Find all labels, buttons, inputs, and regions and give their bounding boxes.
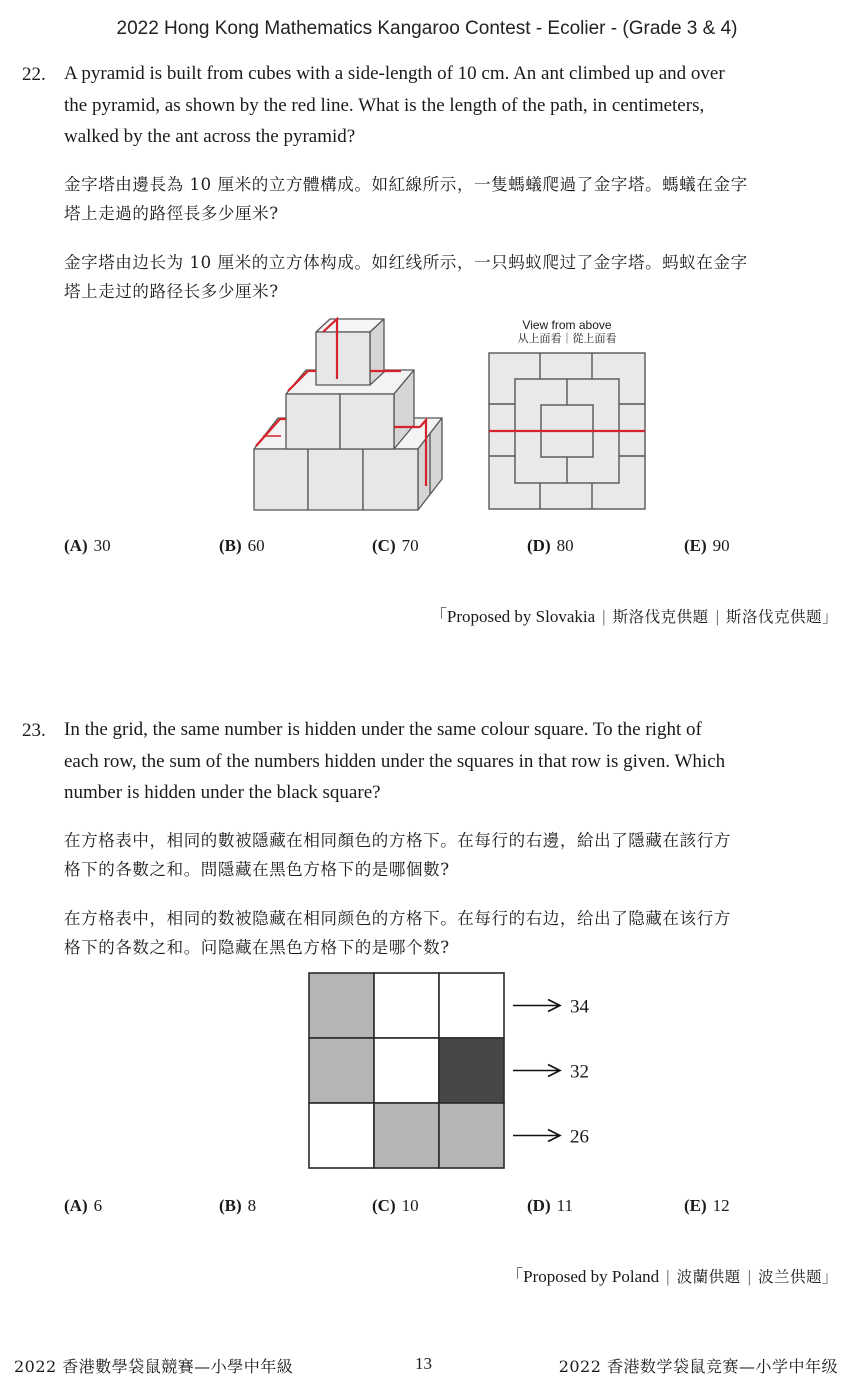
q23-trad-line-1: 在方格表中，相同的數被隱藏在相同顏色的方格下。在每行的右邊，給出了隱藏在該行方 (64, 831, 731, 850)
grid-cell-r1-c1 (309, 973, 374, 1038)
row-3-sum: 26 (570, 1126, 589, 1148)
cube-bottom-2 (308, 449, 363, 510)
grid-cell-r1-c2 (374, 973, 439, 1038)
question-22-simplified-chinese (64, 248, 839, 306)
q23-option-a[interactable]: (A) 6 (64, 1196, 103, 1215)
q23-text-line-2: each row, the sum of the numbers hidden under the squares in that row is given. Which (64, 750, 726, 772)
q23-simp-line-2: 格下的各数之和。问隐藏在黑色方格下的是哪个数? (64, 938, 450, 957)
page-header: 2022 Hong Kong Mathematics Kangaroo Contest - Ecolier - (Grade 3 & 4) (116, 18, 738, 39)
q22-proposed-trad: 斯洛伐克供題 (612, 608, 709, 626)
question-23-traditional-chinese (64, 826, 839, 884)
row-2-arrow (513, 1065, 560, 1077)
question-23-simplified-chinese (64, 904, 839, 962)
grid-cell-r3-c3 (439, 1103, 504, 1168)
q22-option-e[interactable]: (E) 90 (684, 536, 730, 555)
q22-text-line-1: A pyramid is built from cubes with a side-length of 10 cm. An ant climbed up and over (64, 63, 725, 84)
q22-option-c[interactable]: (C) 70 (372, 536, 419, 555)
cube-middle-2 (340, 394, 394, 449)
q23-text-line-3: number is hidden under the black square? (64, 782, 381, 803)
row-3-arrow (513, 1130, 560, 1142)
cube-bottom-1 (254, 449, 308, 510)
q22-option-a[interactable]: (A) 30 (64, 536, 111, 555)
row-2-sum: 32 (570, 1061, 589, 1083)
question-22-text (64, 58, 839, 153)
view-from-above-label (488, 318, 646, 346)
footer-left: 2022 香港數學袋鼠競賽—小學中年級 (14, 1357, 294, 1376)
colour-grid-figure (308, 972, 608, 1172)
q23-proposed-trad: 波蘭供題 (676, 1268, 741, 1286)
grid-cell-r3-c2 (374, 1103, 439, 1168)
grid-cell-r2-c3 (439, 1038, 504, 1103)
q22-proposed-en: 「Proposed by Slovakia (429, 607, 596, 626)
grid-cell-r3-c1 (309, 1103, 374, 1168)
q22-simp-line-2: 塔上走过的路径长多少厘米? (64, 282, 279, 301)
top-cube-front (316, 332, 370, 385)
row-1-sum: 34 (570, 996, 589, 1018)
question-22-traditional-chinese (64, 170, 839, 228)
q22-option-d[interactable]: (D) 80 (527, 536, 574, 555)
grid-cell-r1-c3 (439, 973, 504, 1038)
q23-simp-line-1: 在方格表中，相同的数被隐藏在相同颜色的方格下。在每行的右边，给出了隐藏在该行方 (64, 909, 731, 928)
q23-trad-line-2: 格下的各數之和。問隱藏在黑色方格下的是哪個數? (64, 860, 450, 879)
view-label-cn: 从上面看｜從上面看 (517, 332, 617, 345)
page-number: 13 (415, 1354, 432, 1373)
row-1-arrow (513, 1000, 560, 1012)
q22-trad-line-1: 金字塔由邊長為 10 厘米的立方體構成。如紅線所示，一隻螞蟻爬過了金字塔。螞蟻在金字 (64, 175, 748, 194)
q23-option-c[interactable]: (C) 10 (372, 1196, 419, 1215)
view-label-en: View from above (522, 318, 612, 332)
q22-trad-line-2: 塔上走過的路徑長多少厘米? (64, 204, 279, 223)
q22-simp-line-1: 金字塔由边长为 10 厘米的立方体构成。如红线所示，一只蚂蚁爬过了金字塔。蚂蚁在金字 (64, 253, 748, 272)
q23-text-line-1: In the grid, the same number is hidden under the same colour square. To the right of (64, 719, 702, 740)
grid-cell-r2-c2 (374, 1038, 439, 1103)
question-22-number: 22. (22, 64, 46, 85)
q23-option-b[interactable]: (B) 8 (219, 1196, 257, 1215)
cube-middle-1 (286, 394, 340, 449)
q23-proposed-by: 「Proposed by Poland | 波蘭供題 | 波兰供题」 (506, 1267, 838, 1286)
q23-option-e[interactable]: (E) 12 (684, 1196, 730, 1215)
cube-bottom-3 (363, 449, 418, 510)
q23-option-d[interactable]: (D) 11 (527, 1196, 573, 1215)
q22-proposed-by: 「Proposed by Slovakia | 斯洛伐克供題 | 斯洛伐克供题」 (429, 607, 838, 626)
q22-proposed-simp: 斯洛伐克供题」 (725, 608, 838, 626)
pyramid-figure (244, 314, 444, 514)
top-view-figure (488, 352, 646, 510)
q23-proposed-simp: 波兰供题」 (757, 1268, 838, 1286)
question-23-text (64, 714, 839, 809)
footer-right: 2022 香港数学袋鼠竞赛—小学中年级 (558, 1357, 838, 1376)
question-23-number: 23. (22, 720, 46, 741)
q23-proposed-en: 「Proposed by Poland (506, 1267, 660, 1286)
q22-text-line-2: the pyramid, as shown by the red line. What is the length of the path, in centimeters, (64, 94, 705, 116)
grid-cell-r2-c1 (309, 1038, 374, 1103)
q22-text-line-3: walked by the ant across the pyramid? (64, 126, 356, 147)
q22-option-b[interactable]: (B) 60 (219, 536, 265, 555)
